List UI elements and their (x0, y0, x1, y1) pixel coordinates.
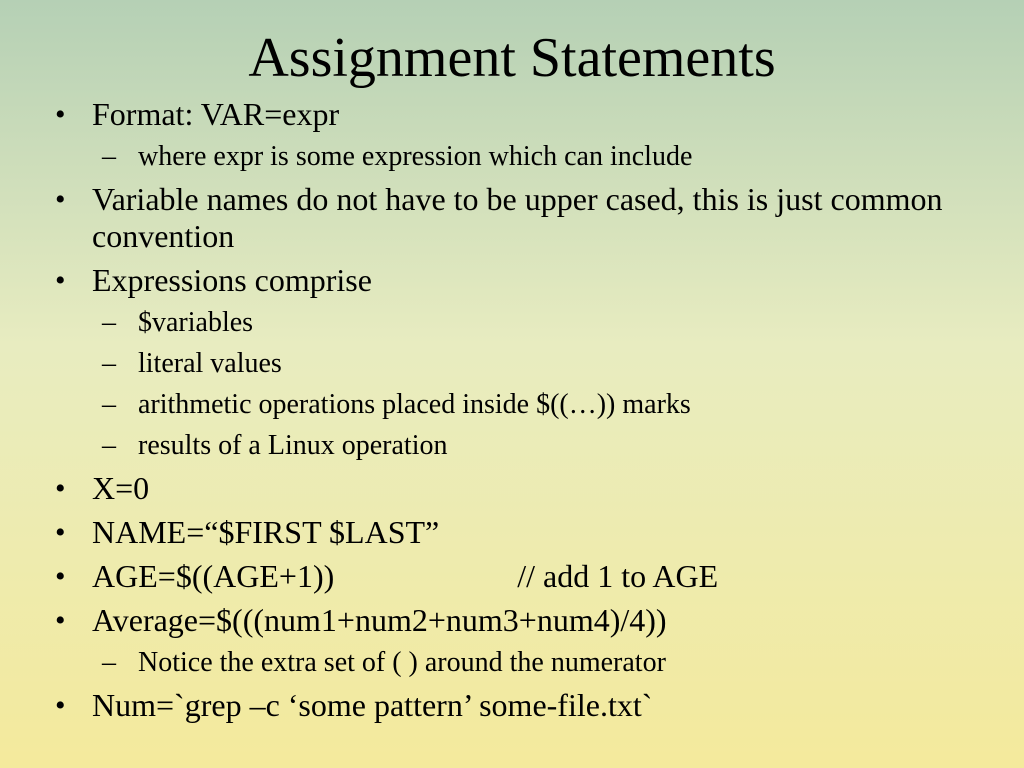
dash-icon: – (102, 389, 116, 420)
sub-bullet-item (55, 388, 985, 422)
sub-bullet-item (55, 140, 985, 174)
sub-bullet-text: literal values (138, 348, 282, 379)
bullet-item (55, 514, 985, 551)
bullet-item (55, 602, 985, 639)
bullet-text: Variable names do not have to be upper cased, this is just common convention (92, 181, 943, 254)
bullet-item (55, 687, 985, 724)
bullet-icon: • (55, 560, 66, 593)
sub-bullet-text: arithmetic operations placed inside $((…)) marks (138, 389, 691, 420)
dash-icon: – (102, 348, 116, 379)
sub-bullet-item (55, 646, 985, 680)
sub-bullet-text: results of a Linux operation (138, 430, 448, 461)
sub-bullet-text: where expr is some expression which can include (138, 141, 693, 172)
bullet-text: NAME=“$FIRST $LAST” (92, 514, 440, 550)
bullet-icon: • (55, 264, 66, 297)
bullet-text: Expressions comprise (92, 262, 372, 298)
bullet-icon: • (55, 472, 66, 505)
dash-icon: – (102, 307, 116, 338)
bullet-icon: • (55, 516, 66, 549)
bullet-item (55, 558, 985, 595)
bullet-text: X=0 (92, 470, 150, 506)
bullet-icon: • (55, 689, 66, 722)
sub-bullet-text: Notice the extra set of ( ) around the numerator (138, 647, 666, 678)
code-comment: // add 1 to AGE (517, 558, 719, 594)
sub-bullet-item (55, 347, 985, 381)
dash-icon: – (102, 141, 116, 172)
bullet-item (55, 262, 985, 299)
dash-icon: – (102, 430, 116, 461)
slide-title: Assignment Statements (248, 27, 776, 89)
bullet-text: Average=$(((num1+num2+num3+num4)/4)) (92, 602, 667, 638)
sub-bullet-item (55, 429, 985, 463)
bullet-item (55, 470, 985, 507)
bullet-icon: • (55, 183, 66, 216)
dash-icon: – (102, 647, 116, 678)
bullet-item (55, 181, 985, 255)
sub-bullet-item (55, 306, 985, 340)
bullet-icon: • (55, 604, 66, 637)
bullet-item (55, 96, 985, 133)
slide-body (55, 96, 985, 724)
sub-bullet-text: $variables (138, 307, 254, 338)
bullet-text: Format: VAR=expr (92, 96, 340, 132)
bullet-text: Num=`grep –c ‘some pattern’ some-file.txt` (92, 687, 653, 723)
bullet-icon: • (55, 98, 66, 131)
bullet-text: AGE=$((AGE+1)) (92, 558, 335, 594)
